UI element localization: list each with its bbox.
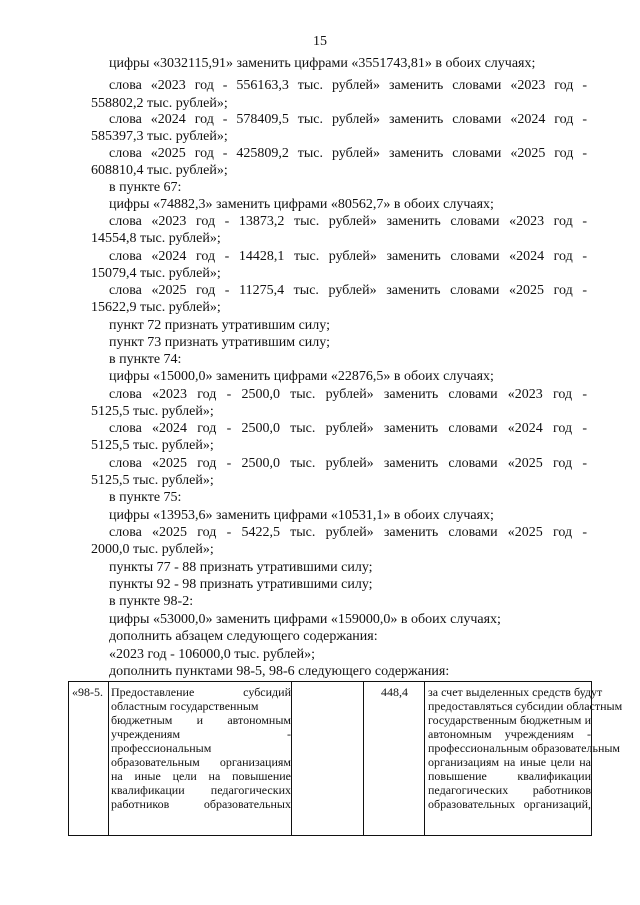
table-text-line: областным государственным bbox=[111, 699, 259, 713]
table-cell-amount: 448,4 bbox=[363, 682, 425, 835]
table-cell-purpose bbox=[425, 682, 623, 835]
table-text-line: образовательным организациям bbox=[111, 755, 291, 769]
paragraph-line: слова «2024 год - 578409,5 тыс. рублей» заменить словами «2024 год - bbox=[109, 112, 587, 127]
paragraph-line: слова «2023 год - 2500,0 тыс. рублей» заменить словами «2023 год - bbox=[109, 387, 587, 402]
table-text-line: работников образовательных bbox=[111, 797, 291, 811]
table-text-line: повышение квалификации bbox=[428, 769, 591, 783]
paragraph-line: дополнить абзацем следующего содержания: bbox=[109, 629, 378, 644]
paragraph-line: пункт 73 признать утратившим силу; bbox=[109, 335, 330, 350]
paragraph-line: 585397,3 тыс. рублей»; bbox=[91, 129, 228, 144]
table-text-line: профессиональным образовательным bbox=[428, 741, 621, 755]
paragraph-line: 558802,2 тыс. рублей»; bbox=[91, 96, 228, 111]
paragraph-line: слова «2023 год - 13873,2 тыс. рублей» заменить словами «2023 год - bbox=[109, 214, 587, 229]
paragraph-line: пункты 92 - 98 признать утратившими силу; bbox=[109, 577, 373, 592]
paragraph-line: в пункте 98-2: bbox=[109, 594, 194, 609]
table-text-line: образовательных организаций, bbox=[428, 797, 591, 811]
paragraph-line: цифры «3032115,91» заменить цифрами «3551743,81» в обоих случаях; bbox=[109, 56, 536, 71]
table-text-line: предоставляться субсидии областным bbox=[428, 699, 623, 713]
table-text-line: организациям на иные цели на bbox=[428, 755, 591, 769]
table-text-line: на иные цели на повышение bbox=[111, 769, 291, 783]
paragraph-line: слова «2024 год - 14428,1 тыс. рублей» заменить словами «2024 год - bbox=[109, 249, 587, 264]
paragraph-line: 608810,4 тыс. рублей»; bbox=[91, 163, 228, 178]
paragraph-line: слова «2025 год - 2500,0 тыс. рублей» заменить словами «2025 год - bbox=[109, 456, 587, 471]
paragraph-line: пункты 77 - 88 признать утратившими силу; bbox=[109, 560, 373, 575]
paragraph-line: в пункте 75: bbox=[109, 490, 182, 505]
paragraph-line: пункт 72 признать утратившим силу; bbox=[109, 318, 330, 333]
table-text-line: государственным бюджетным и bbox=[428, 713, 591, 727]
paragraph-line: слова «2025 год - 425809,2 тыс. рублей» заменить словами «2025 год - bbox=[109, 146, 587, 161]
paragraph-line: 5125,5 тыс. рублей»; bbox=[91, 473, 214, 488]
table-text-line: учреждениям - bbox=[111, 727, 291, 741]
paragraph-line: слова «2023 год - 556163,3 тыс. рублей» заменить словами «2023 год - bbox=[109, 78, 587, 93]
paragraph-line: цифры «13953,6» заменить цифрами «10531,1» в обоих случаях; bbox=[109, 508, 494, 523]
table-text-line: Предоставление субсидий bbox=[111, 685, 291, 699]
paragraph-line: дополнить пунктами 98-5, 98-6 следующего содержания: bbox=[109, 664, 450, 679]
table-text-line: квалификации педагогических bbox=[111, 783, 291, 797]
table-text-line: за счет выделенных средств будут bbox=[428, 685, 603, 699]
paragraph-line: в пункте 74: bbox=[109, 352, 182, 367]
paragraph-line: 15622,9 тыс. рублей»; bbox=[91, 300, 221, 315]
paragraph-line: в пункте 67: bbox=[109, 180, 182, 195]
paragraph-line: 5125,5 тыс. рублей»; bbox=[91, 438, 214, 453]
paragraph-line: цифры «74882,3» заменить цифрами «80562,7» в обоих случаях; bbox=[109, 197, 494, 212]
page-number: 15 bbox=[313, 34, 327, 49]
paragraph-line: 15079,4 тыс. рублей»; bbox=[91, 266, 221, 281]
paragraph-line: слова «2024 год - 2500,0 тыс. рублей» заменить словами «2024 год - bbox=[109, 421, 587, 436]
paragraph-line: 5125,5 тыс. рублей»; bbox=[91, 404, 214, 419]
table-text-line: автономным учреждениям - bbox=[428, 727, 591, 741]
paragraph-line: цифры «15000,0» заменить цифрами «22876,5» в обоих случаях; bbox=[109, 369, 494, 384]
paragraph-line: слова «2025 год - 5422,5 тыс. рублей» заменить словами «2025 год - bbox=[109, 525, 587, 540]
table-text-line: педагогических работников bbox=[428, 783, 591, 797]
paragraph-line: слова «2025 год - 11275,4 тыс. рублей» заменить словами «2025 год - bbox=[109, 283, 587, 298]
table-cell-row-number: «98-5. bbox=[69, 682, 109, 835]
amendment-table bbox=[68, 681, 623, 836]
table-text-line: профессиональным bbox=[111, 741, 212, 755]
table-cell-description bbox=[109, 682, 364, 835]
table-text-line: бюджетным и автономным bbox=[111, 713, 291, 727]
paragraph-line: 14554,8 тыс. рублей»; bbox=[91, 231, 221, 246]
paragraph-line: «2023 год - 106000,0 тыс. рублей»; bbox=[109, 647, 316, 662]
paragraph-line: цифры «53000,0» заменить цифрами «159000,0» в обоих случаях; bbox=[109, 612, 501, 627]
paragraph-line: 2000,0 тыс. рублей»; bbox=[91, 542, 214, 557]
